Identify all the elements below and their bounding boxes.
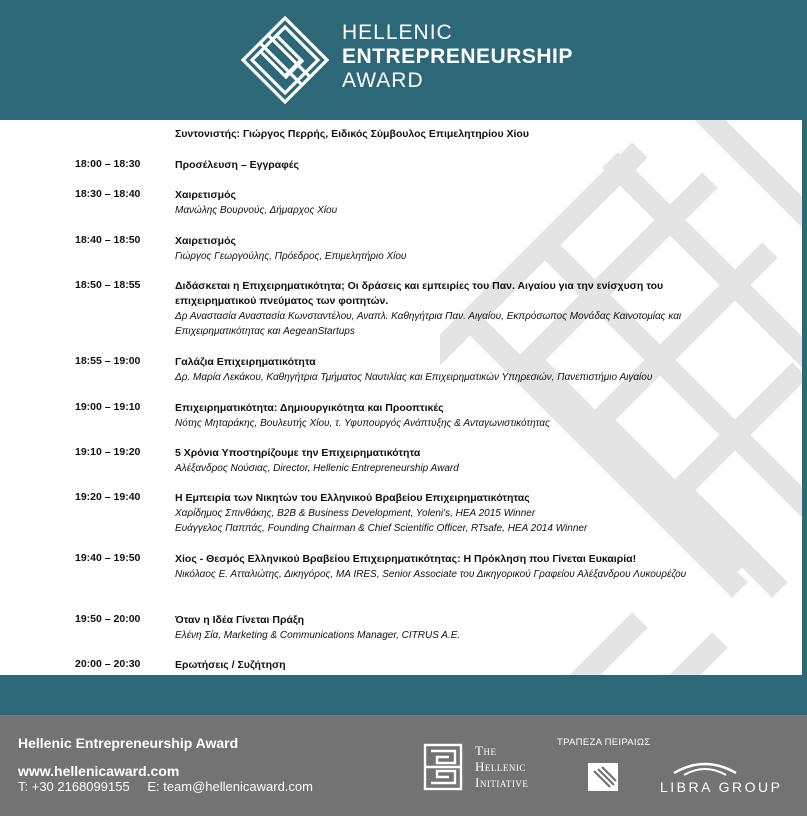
agenda-title: Ερωτήσεις / Συζήτηση [175, 659, 286, 671]
agenda-title: Διδάσκεται η Επιχειρηματικότητα; Οι δράσεις και εμπειρίες του Παν. Αιγαίου για την ενίσχυση του επιχειρηματικού πνεύματος των φοιτητών. [175, 280, 664, 307]
logo-line-award: AWARD [342, 69, 424, 92]
agenda-item [175, 355, 755, 385]
agenda-item [175, 401, 755, 431]
agenda-time: 18:40 – 18:50 [75, 234, 141, 246]
hellenic-initiative-logo-icon [423, 743, 463, 791]
agenda-time: 19:00 – 19:10 [75, 401, 141, 413]
agenda-speaker: Χαρίδημος Σπινθάκης, B2B & Business Development, Yoleni's, HEA 2015 Winner [175, 508, 536, 519]
footer-band [0, 675, 807, 715]
footer-phone: T: +30 2168099155 [18, 779, 130, 794]
agenda-speaker: Δρ Αναστασία Αναστασία Κωνσταντέλου, Αναπλ. Καθηγήτρια Παν. Αιγαίου, Εκπρόσωπος Μονάδας Καινοτομίας και Επιχειρηματικότητας και AegeanStartups [175, 311, 682, 337]
hea-logo-icon [240, 15, 330, 105]
agenda-speaker: Νότης Μηταράκης, Βουλευτής Χίου, τ. Υφυπουργός Ανάπτυξης & Ανταγωνιστικότητας [175, 418, 550, 429]
agenda-title: Η Εμπειρία των Νικητών του Ελληνικού Βραβείου Επιχειρηματικότητας [175, 492, 530, 504]
agenda-title: Επιχειρηματικότητα: Δημιουργικότητα και Προοπτικές [175, 402, 444, 414]
agenda-title: 5 Χρόνια Υποστηρίζουμε την Επιχειρηματικότητα [175, 447, 421, 459]
agenda-item [175, 491, 755, 536]
agenda-title: Χαιρετισμός [175, 189, 236, 201]
agenda-item [175, 234, 755, 264]
footer-contact [18, 779, 327, 794]
agenda-speaker: Μανώλης Βουρνούς, Δήμαρχος Χίου [175, 205, 338, 216]
agenda-time: 19:10 – 19:20 [75, 446, 141, 458]
agenda-speaker: Αλέξανδρος Νούσιας, Director, Hellenic Entrepreneurship Award [175, 463, 459, 474]
agenda-item [175, 552, 720, 582]
agenda-time: 18:55 – 19:00 [75, 355, 141, 367]
footer-website-link[interactable]: www.hellenicaward.com [18, 763, 180, 779]
agenda-item [175, 279, 745, 339]
logo-wordmark [342, 22, 573, 92]
agenda-title: Γαλάζια Επιχειρηματικότητα [175, 356, 316, 368]
agenda-title: Όταν η Ιδέα Γίνεται Πράξη [175, 614, 305, 626]
agenda-speaker: Νικόλαος Ε. Ατταλιώτης, Δικηγόρος, MA IRES, Senior Associate του Δικηγορικού Γραφείου Αλέξανδρου Λυκουρέζου [175, 569, 687, 580]
footer-org-name: Hellenic Entrepreneurship Award [18, 735, 239, 751]
agenda-speaker: Ευάγγελος Παππάς, Founding Chairman & Chief Scientific Officer, RTsafe, HEA 2014 Winner [175, 523, 588, 534]
footer-email-link[interactable]: E: team@hellenicaward.com [147, 779, 313, 794]
footer [0, 715, 807, 816]
agenda-item [175, 188, 755, 218]
hi-line-initiative: Initiative [475, 775, 529, 790]
agenda-time: 18:30 – 18:40 [75, 188, 141, 200]
agenda-time: 20:00 – 20:30 [75, 658, 141, 670]
agenda-speaker: Δρ. Μαρία Λεκάκου, Καθηγήτρια Τμήματος Ναυτιλίας και Επιχειρηματικών Υπηρεσιών, Πανεπιστήμιο Αιγαίου [175, 372, 653, 383]
agenda-title: Χαιρετισμός [175, 235, 236, 247]
libra-group-label: LIBRA GROUP [660, 779, 783, 795]
right-edge-bar [802, 120, 807, 675]
libra-group-logo-icon [670, 759, 740, 777]
agenda-time: 19:40 – 19:50 [75, 552, 141, 564]
header-banner [0, 0, 807, 120]
agenda-time: 18:50 – 18:55 [75, 279, 141, 291]
agenda-item [175, 446, 755, 476]
piraeus-bank-logo-icon [588, 763, 618, 791]
agenda-title: Χίος - Θεσμός Ελληνικού Βραβείου Επιχειρηματικότητας: Η Πρόκληση που Γίνεται Ευκαιρία! [175, 553, 637, 565]
hi-line-the: The [475, 743, 497, 758]
hellenic-initiative-wordmark [475, 743, 528, 791]
agenda-item [175, 613, 755, 643]
agenda-speaker: Ελένη Σία, Marketing & Communications Manager, CITRUS A.E. [175, 630, 461, 641]
moderator-line: Συντονιστής: Γιώργος Περρής, Ειδικός Σύμβουλος Επιμελητηρίου Χίου [175, 128, 529, 140]
agenda-content [0, 120, 807, 675]
agenda-title: Προσέλευση – Εγγραφές [175, 159, 299, 171]
agenda-item [175, 658, 755, 673]
agenda-item [175, 158, 755, 173]
agenda-time: 18:00 – 18:30 [75, 158, 141, 170]
logo-line-entrepreneurship: ENTREPRENEURSHIP [342, 45, 573, 68]
agenda-time: 19:50 – 20:00 [75, 613, 141, 625]
agenda-speaker: Γιώργος Γεωργούλης, Πρόεδρος, Επιμελητήριο Χίου [175, 251, 407, 262]
agenda-time: 19:20 – 19:40 [75, 491, 141, 503]
piraeus-bank-label: ΤΡΑΠΕΖΑ ΠΕΙΡΑΙΩΣ [557, 737, 651, 748]
logo-line-hellenic: HELLENIC [342, 21, 453, 44]
hi-line-hellenic: Hellenic [475, 759, 526, 774]
